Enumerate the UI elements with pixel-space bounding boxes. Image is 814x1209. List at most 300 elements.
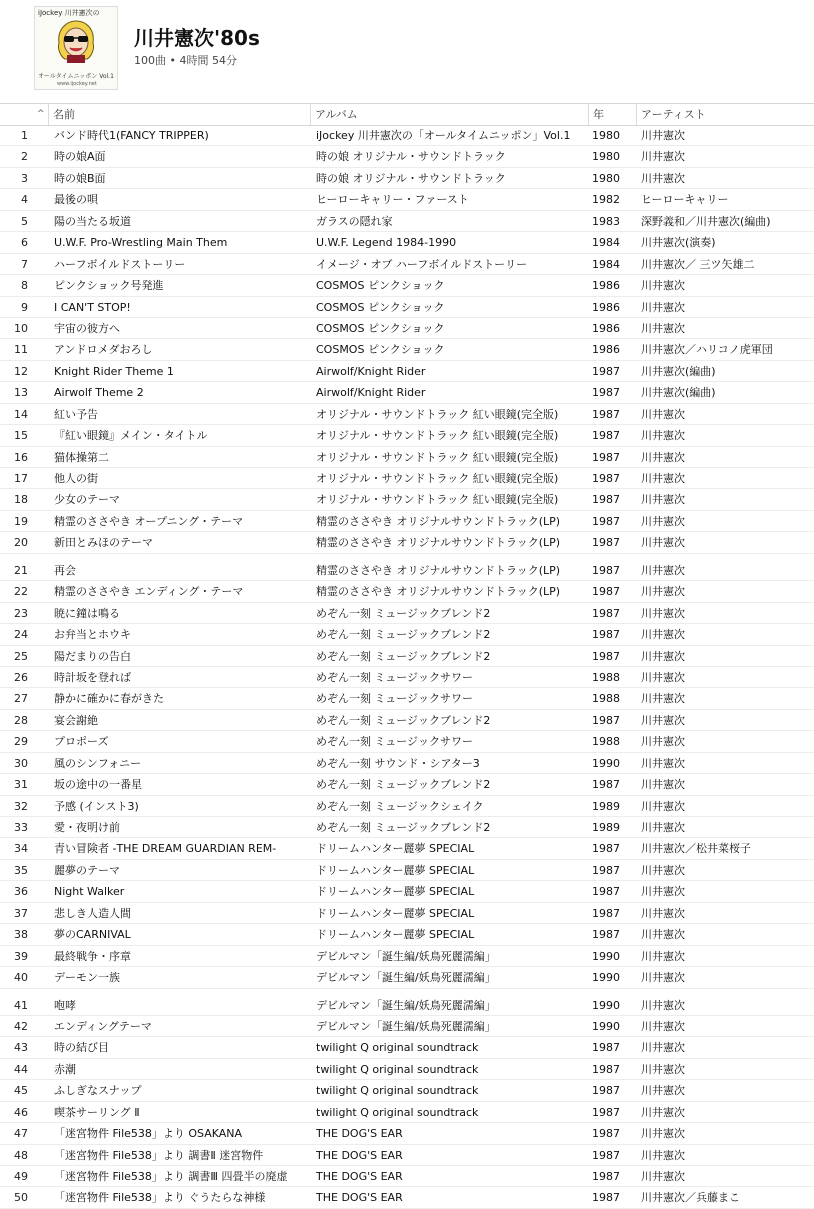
track-year: 1987 [592, 1148, 620, 1162]
track-name: バンド時代1(FANCY TRIPPER) [54, 129, 209, 142]
track-artist: 川井憲次／ 三ツ矢雄二 [641, 257, 755, 271]
track-artist: 川井憲次／兵藤まこ [641, 1191, 740, 1205]
track-artist: 川井憲次 [641, 971, 685, 985]
track-artist: 川井憲次(編曲) [641, 364, 716, 378]
track-number: 31 [14, 778, 28, 792]
track-number: 7 [21, 257, 28, 271]
track-row[interactable] [0, 425, 814, 446]
track-album: 時の娘 オリジナル・サウンドトラック [316, 171, 506, 185]
track-year: 1983 [592, 214, 620, 228]
track-artist: 川井憲次 [641, 150, 685, 164]
track-album: ドリームハンター麗夢 SPECIAL [316, 906, 475, 920]
track-album: twilight Q original soundtrack [316, 1105, 479, 1119]
track-number: 15 [14, 429, 28, 443]
track-year: 1987 [592, 429, 620, 443]
track-row[interactable] [0, 339, 814, 360]
track-year: 1982 [592, 193, 620, 207]
track-number: 21 [14, 563, 28, 577]
track-row[interactable] [0, 297, 814, 318]
track-number: 13 [14, 386, 28, 400]
track-row[interactable] [0, 211, 814, 232]
track-number: 45 [14, 1084, 28, 1098]
track-name: 陽の当たる坂道 [54, 214, 131, 228]
track-artist: 川井憲次 [641, 279, 685, 293]
track-row[interactable] [0, 838, 814, 859]
track-name: Knight Rider Theme 1 [54, 364, 174, 378]
track-name: デーモン一族 [54, 971, 120, 985]
track-row[interactable] [0, 1123, 814, 1144]
track-album: オリジナル・サウンドトラック 紅い眼鏡(完全版) [316, 407, 559, 421]
track-year: 1987 [592, 493, 620, 507]
track-album: オリジナル・サウンドトラック 紅い眼鏡(完全版) [316, 429, 559, 443]
column-header-year[interactable]: 年 [588, 104, 636, 125]
track-number: 11 [14, 343, 28, 357]
track-year: 1987 [592, 906, 620, 920]
track-number: 32 [14, 799, 28, 813]
track-row[interactable] [0, 710, 814, 731]
track-name: 宇宙の彼方へ [54, 321, 120, 335]
track-artist: 川井憲次 [641, 450, 685, 464]
track-number: 24 [14, 628, 28, 642]
track-number: 47 [14, 1127, 28, 1141]
track-album: iJockey 川井憲次の「オールタイムニッポン」Vol.1 [316, 129, 571, 142]
track-artist: 川井憲次 [641, 1084, 685, 1098]
track-year: 1984 [592, 236, 620, 250]
track-number: 23 [14, 606, 28, 620]
track-number: 8 [21, 279, 28, 293]
track-artist: 川井憲次 [641, 536, 685, 550]
track-name: 赤潮 [54, 1062, 76, 1076]
track-row[interactable] [0, 1145, 814, 1166]
track-year: 1987 [592, 863, 620, 877]
track-artist: 川井憲次 [641, 628, 685, 642]
track-artist: 川井憲次(編曲) [641, 386, 716, 400]
artwork-site-text: www.ijockey.net [57, 81, 97, 87]
track-artist: 川井憲次 [641, 863, 685, 877]
track-row[interactable] [0, 468, 814, 489]
track-name: 青い冒険者 -THE DREAM GUARDIAN REM- [54, 842, 277, 856]
track-album: THE DOG'S EAR [316, 1170, 403, 1183]
track-artist: 川井憲次 [641, 493, 685, 507]
track-album: めぞん一刻 ミュージックシェイク [316, 799, 484, 813]
track-year: 1987 [592, 1191, 620, 1205]
track-year: 1987 [592, 450, 620, 464]
track-number: 39 [14, 949, 28, 963]
track-year: 1987 [592, 364, 620, 378]
track-artist: 川井憲次 [641, 321, 685, 335]
track-name: 風のシンフォニー [54, 756, 142, 770]
track-album: 時の娘 オリジナル・サウンドトラック [316, 150, 506, 164]
track-number: 38 [14, 928, 28, 942]
track-row[interactable] [0, 489, 814, 510]
track-number: 3 [21, 171, 28, 185]
track-album: デビルマン「誕生編/妖鳥死麗濡編」 [316, 1019, 496, 1033]
track-artist: 川井憲次 [641, 928, 685, 942]
track-number: 37 [14, 906, 28, 920]
track-year: 1987 [592, 585, 620, 599]
track-row[interactable] [0, 1059, 814, 1080]
track-number: 50 [14, 1191, 28, 1205]
track-name: 愛・夜明け前 [54, 821, 120, 834]
track-artist: 川井憲次 [641, 407, 685, 421]
track-name: 暁に鐘は鳴る [54, 606, 120, 620]
track-row[interactable] [0, 881, 814, 902]
track-number: 43 [14, 1041, 28, 1055]
track-year: 1987 [592, 472, 620, 485]
track-album: ヒーローキャリー・ファースト [316, 193, 469, 207]
track-artist: 川井憲次 [641, 998, 685, 1012]
track-artist: 川井憲次 [641, 1148, 685, 1162]
track-year: 1987 [592, 407, 620, 421]
track-number: 28 [14, 713, 28, 727]
track-album: デビルマン「誕生編/妖鳥死麗濡編」 [316, 998, 496, 1012]
track-artist: 川井憲次 [641, 906, 685, 920]
track-artist: 川井憲次 [641, 949, 685, 963]
track-album: THE DOG'S EAR [316, 1127, 403, 1141]
track-year: 1987 [592, 885, 620, 899]
track-row[interactable] [0, 404, 814, 425]
track-album: オリジナル・サウンドトラック 紅い眼鏡(完全版) [316, 493, 559, 507]
track-number: 14 [14, 407, 28, 421]
track-name: 他人の街 [54, 472, 98, 485]
track-album: ドリームハンター麗夢 SPECIAL [316, 842, 475, 856]
track-year: 1987 [592, 928, 620, 942]
track-row[interactable] [0, 1102, 814, 1123]
track-name: Night Walker [54, 885, 125, 899]
track-year: 1987 [592, 1127, 620, 1141]
track-album: 精霊のささやき オリジナルサウンドトラック(LP) [316, 514, 561, 528]
track-name: エンディングテーマ [54, 1019, 152, 1033]
track-name: 時の結び目 [54, 1041, 109, 1055]
artwork-bottom-text: オールタイムニッポン Vol.1 [38, 73, 114, 80]
track-artist: 川井憲次 [641, 1041, 685, 1055]
track-row[interactable] [0, 232, 814, 253]
column-header-bar [0, 103, 814, 126]
track-year: 1987 [592, 606, 620, 620]
track-album: 精霊のささやき オリジナルサウンドトラック(LP) [316, 536, 561, 550]
track-row[interactable] [0, 667, 814, 688]
track-name: 最終戦争・序章 [54, 949, 131, 963]
track-row[interactable] [0, 796, 814, 817]
track-year: 1987 [592, 514, 620, 528]
track-row[interactable] [0, 1166, 814, 1187]
track-row[interactable] [0, 774, 814, 795]
track-year: 1987 [592, 628, 620, 642]
track-name: 精霊のささやき オープニング・テーマ [54, 514, 244, 528]
playlist-title: 川井憲次'80s [134, 26, 260, 50]
track-name: 「迷宮物件 File538」より ぐうたらな神様 [54, 1191, 266, 1205]
track-name: 悲しき人造人間 [54, 906, 131, 920]
track-number: 41 [14, 998, 28, 1012]
track-year: 1987 [592, 1170, 620, 1183]
track-name: 最後の唄 [54, 193, 98, 207]
track-number: 33 [14, 821, 28, 834]
track-album: twilight Q original soundtrack [316, 1062, 479, 1076]
track-year: 1980 [592, 150, 620, 164]
track-artist: 川井憲次 [641, 514, 685, 528]
track-number: 26 [14, 670, 28, 684]
track-artist: 川井憲次 [641, 778, 685, 792]
track-artist: 川井憲次／ハリコノ虎軍団 [641, 343, 773, 357]
track-number: 30 [14, 756, 28, 770]
track-row[interactable] [0, 753, 814, 774]
track-year: 1987 [592, 842, 620, 856]
track-number: 25 [14, 649, 28, 663]
track-album: COSMOS ピンクショック [316, 343, 445, 357]
track-album: Airwolf/Knight Rider [316, 364, 426, 378]
track-name: 麗夢のテーマ [54, 863, 120, 877]
track-row[interactable] [0, 1037, 814, 1058]
column-header-album[interactable]: アルバム [310, 104, 588, 125]
track-number: 4 [21, 193, 28, 207]
track-artist: 川井憲次 [641, 1019, 685, 1033]
track-artist: 川井憲次 [641, 585, 685, 599]
track-name: Airwolf Theme 2 [54, 386, 144, 400]
track-year: 1987 [592, 536, 620, 550]
track-number: 18 [14, 493, 28, 507]
track-name: 少女のテーマ [54, 493, 120, 507]
track-name: 精霊のささやき エンディング・テーマ [54, 585, 244, 599]
track-number: 27 [14, 692, 28, 706]
track-name: 紅い予告 [54, 407, 98, 421]
track-album: 精霊のささやき オリジナルサウンドトラック(LP) [316, 563, 561, 577]
artwork-top-text: iJockey 川井憲次の [38, 9, 100, 17]
track-number: 6 [21, 236, 28, 250]
track-year: 1990 [592, 1019, 620, 1033]
track-artist: 川井憲次 [641, 300, 685, 314]
track-year: 1987 [592, 1105, 620, 1119]
track-album: めぞん一刻 ミュージックブレンド2 [316, 821, 491, 834]
track-row[interactable] [0, 1080, 814, 1101]
track-artist: 川井憲次 [641, 1127, 685, 1141]
track-album: U.W.F. Legend 1984-1990 [316, 236, 457, 250]
track-number: 40 [14, 971, 28, 985]
track-year: 1980 [592, 171, 620, 185]
track-album: オリジナル・サウンドトラック 紅い眼鏡(完全版) [316, 472, 559, 485]
track-number: 42 [14, 1019, 28, 1033]
track-album: めぞん一刻 ミュージックサワー [316, 670, 474, 684]
track-name: 「迷宮物件 File538」より OSAKANA [54, 1127, 243, 1141]
track-artist: 川井憲次 [641, 606, 685, 620]
track-year: 1980 [592, 129, 620, 142]
track-album: イメージ・オブ ハーフボイルドストーリー [316, 257, 528, 271]
track-album: めぞん一刻 ミュージックブレンド2 [316, 713, 491, 727]
track-artist: 川井憲次 [641, 649, 685, 663]
track-album: デビルマン「誕生編/妖鳥死麗濡編」 [316, 971, 496, 985]
track-name: プロポーズ [54, 735, 109, 749]
track-name: U.W.F. Pro-Wrestling Main Them [54, 236, 228, 250]
track-row[interactable] [0, 275, 814, 296]
track-artist: 川井憲次 [641, 885, 685, 899]
track-album: twilight Q original soundtrack [316, 1084, 479, 1098]
track-year: 1987 [592, 778, 620, 792]
track-row[interactable] [0, 731, 814, 752]
track-album: ドリームハンター麗夢 SPECIAL [316, 863, 475, 877]
track-row[interactable] [0, 146, 814, 167]
track-row[interactable] [0, 967, 814, 988]
track-row[interactable] [0, 382, 814, 403]
track-name: 時計坂を登れば [54, 670, 131, 684]
track-artist: 川井憲次 [641, 563, 685, 577]
track-name: 坂の途中の一番星 [54, 778, 142, 792]
track-name: 予感 (インスト3) [54, 799, 139, 813]
track-artist: 川井憲次／松井菜桜子 [641, 842, 751, 856]
track-row[interactable] [0, 560, 814, 581]
track-name: I CAN'T STOP! [54, 300, 131, 314]
track-year: 1987 [592, 649, 620, 663]
track-name: ピンクショック号発進 [54, 279, 164, 293]
track-name: 喫茶サーリング Ⅱ [54, 1105, 140, 1119]
track-row[interactable] [0, 1016, 814, 1037]
track-number: 34 [14, 842, 28, 856]
track-row[interactable] [0, 254, 814, 275]
track-album: めぞん一刻 ミュージックサワー [316, 692, 474, 706]
track-name: 夢のCARNIVAL [54, 928, 131, 942]
track-row[interactable] [0, 817, 814, 838]
track-name: アンドロメダおろし [54, 343, 153, 357]
track-list [0, 125, 814, 1209]
track-album: COSMOS ピンクショック [316, 321, 445, 335]
playlist-artwork[interactable] [34, 6, 118, 90]
track-artist: 川井憲次 [641, 129, 685, 142]
track-artist: 川井憲次 [641, 472, 685, 485]
track-album: 精霊のささやき オリジナルサウンドトラック(LP) [316, 585, 561, 599]
track-row[interactable] [0, 318, 814, 339]
track-name: 新田とみほのテーマ [54, 536, 153, 550]
track-album: めぞん一刻 ミュージックブレンド2 [316, 628, 491, 642]
track-artist: 川井憲次 [641, 799, 685, 813]
track-number: 29 [14, 735, 28, 749]
track-year: 1988 [592, 692, 620, 706]
track-album: めぞん一刻 ミュージックブレンド2 [316, 778, 491, 792]
track-row[interactable] [0, 860, 814, 881]
track-year: 1986 [592, 279, 620, 293]
track-number: 10 [14, 321, 28, 335]
track-name: 『紅い眼鏡』メイン・タイトル [54, 429, 208, 443]
track-name: 時の娘B面 [54, 171, 106, 185]
track-row[interactable] [0, 581, 814, 602]
track-row[interactable] [0, 361, 814, 382]
track-name: 咆哮 [54, 998, 76, 1012]
track-name: 「迷宮物件 File538」より 調書Ⅱ 迷宮物件 [54, 1148, 264, 1162]
track-album: めぞん一刻 ミュージックブレンド2 [316, 606, 491, 620]
track-year: 1987 [592, 713, 620, 727]
track-artist: 川井憲次 [641, 1105, 685, 1119]
track-year: 1987 [592, 1041, 620, 1055]
track-name: 陽だまりの告白 [54, 649, 131, 663]
column-header-name[interactable]: 名前 [48, 104, 310, 125]
playlist-header [0, 0, 814, 100]
track-row[interactable] [0, 946, 814, 967]
track-artist: 川井憲次 [641, 670, 685, 684]
track-name: ハーフボイルドストーリー [54, 257, 186, 271]
track-artist: 深野義和／川井憲次(編曲) [641, 214, 771, 228]
track-row[interactable] [0, 903, 814, 924]
track-year: 1989 [592, 821, 620, 834]
track-number: 46 [14, 1105, 28, 1119]
track-album: ガラスの隠れ家 [316, 214, 393, 228]
track-artist: 川井憲次 [641, 821, 685, 834]
track-year: 1987 [592, 1062, 620, 1076]
track-album: めぞん一刻 サウンド・シアター3 [316, 756, 480, 770]
track-number: 49 [14, 1170, 28, 1183]
track-year: 1990 [592, 971, 620, 985]
track-name: 「迷宮物件 File538」より 調書Ⅲ 四畳半の廃虚 [54, 1170, 288, 1183]
track-year: 1987 [592, 563, 620, 577]
track-album: COSMOS ピンクショック [316, 300, 445, 314]
track-album: twilight Q original soundtrack [316, 1041, 479, 1055]
track-name: 猫体操第二 [54, 450, 109, 464]
track-year: 1990 [592, 949, 620, 963]
track-name: ふしぎなスナップ [54, 1084, 142, 1098]
track-artist: 川井憲次(演奏) [641, 236, 716, 250]
track-album: THE DOG'S EAR [316, 1191, 403, 1205]
track-name: 静かに確かに春がきた [54, 692, 164, 706]
track-row[interactable] [0, 1187, 814, 1208]
playlist-summary: 100曲 • 4時間 54分 [134, 54, 237, 67]
track-year: 1987 [592, 386, 620, 400]
track-name: 再会 [54, 563, 76, 577]
track-number: 44 [14, 1062, 28, 1076]
track-row[interactable] [0, 603, 814, 624]
track-row[interactable] [0, 168, 814, 189]
track-number: 2 [21, 150, 28, 164]
track-number: 20 [14, 536, 28, 550]
track-year: 1984 [592, 257, 620, 271]
track-row[interactable] [0, 447, 814, 468]
track-album: COSMOS ピンクショック [316, 279, 445, 293]
track-year: 1990 [592, 998, 620, 1012]
track-row[interactable] [0, 624, 814, 645]
track-year: 1986 [592, 300, 620, 314]
track-album: めぞん一刻 ミュージックサワー [316, 735, 474, 749]
track-number: 19 [14, 514, 28, 528]
track-artist: 川井憲次 [641, 1170, 685, 1183]
track-artist: 川井憲次 [641, 1062, 685, 1076]
caricature-face-icon [53, 17, 99, 63]
track-artist: 川井憲次 [641, 429, 685, 443]
track-number: 5 [21, 214, 28, 228]
track-album: オリジナル・サウンドトラック 紅い眼鏡(完全版) [316, 450, 559, 464]
track-number: 48 [14, 1148, 28, 1162]
track-year: 1986 [592, 321, 620, 335]
track-year: 1989 [592, 799, 620, 813]
track-number: 35 [14, 863, 28, 877]
track-year: 1988 [592, 735, 620, 749]
column-header-artist[interactable]: アーティスト [636, 104, 814, 125]
track-year: 1988 [592, 670, 620, 684]
sort-ascending-icon[interactable]: ^ [37, 109, 45, 119]
track-row[interactable] [0, 532, 814, 553]
track-row[interactable] [0, 688, 814, 709]
track-number: 12 [14, 364, 28, 378]
track-row[interactable] [0, 189, 814, 210]
track-row[interactable] [0, 995, 814, 1016]
track-row[interactable] [0, 125, 814, 146]
track-album: THE DOG'S EAR [316, 1148, 403, 1162]
track-year: 1986 [592, 343, 620, 357]
track-number: 16 [14, 450, 28, 464]
track-album: Airwolf/Knight Rider [316, 386, 426, 400]
track-number: 1 [21, 129, 28, 142]
track-name: 宴会謝絶 [54, 713, 98, 727]
track-row[interactable] [0, 924, 814, 945]
track-number: 22 [14, 585, 28, 599]
track-row[interactable] [0, 646, 814, 667]
track-row[interactable] [0, 511, 814, 532]
track-artist: 川井憲次 [641, 735, 685, 749]
track-album: めぞん一刻 ミュージックブレンド2 [316, 649, 491, 663]
